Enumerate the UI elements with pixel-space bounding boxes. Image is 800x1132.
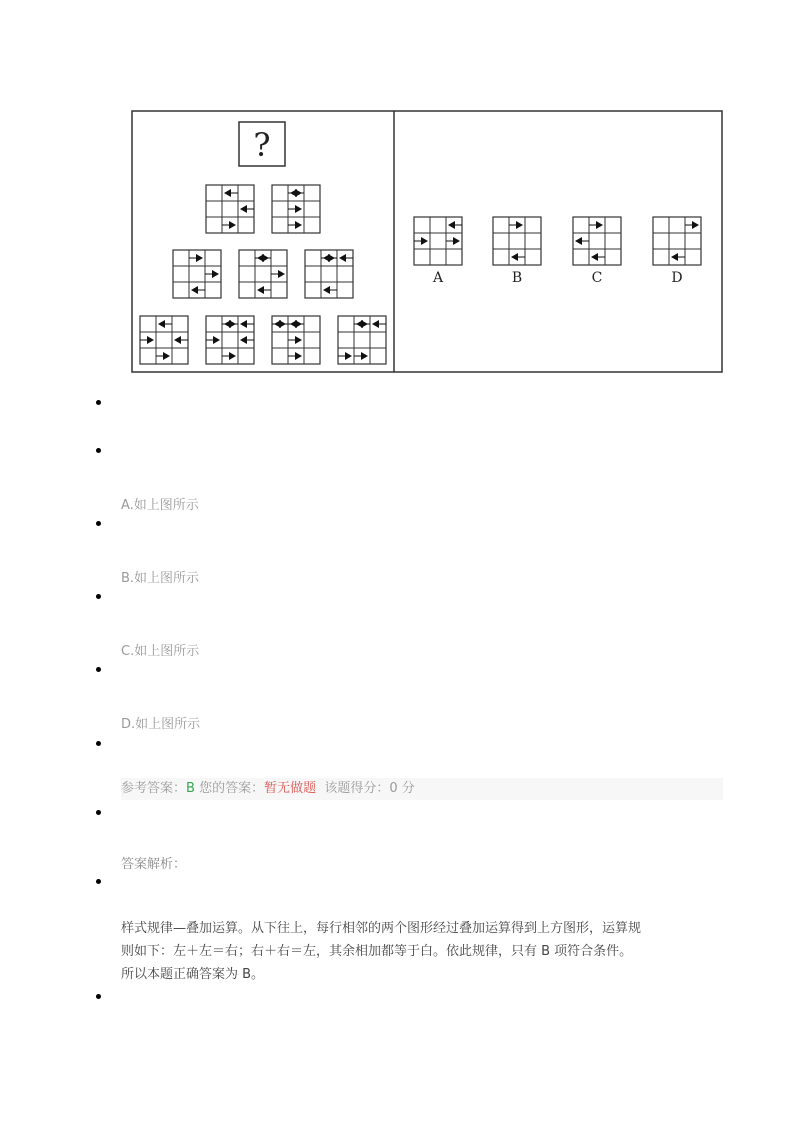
option-c[interactable]: C.如上图所示 [121, 644, 200, 659]
analysis-text [121, 917, 691, 986]
option-b[interactable]: B.如上图所示 [121, 571, 200, 586]
pyramid-tile [338, 316, 386, 364]
option-tile [653, 217, 701, 265]
pyramid-tile [173, 250, 221, 298]
option-tile [414, 217, 462, 265]
option-tile-label: B [511, 270, 523, 286]
option-a[interactable]: A.如上图所示 [121, 498, 199, 513]
pyramid-tile [272, 185, 320, 233]
analysis-line: 则如下：左＋左＝右；右＋右＝左，其余相加都等于白。依此规律，只有 B 项符合条件。 [121, 944, 633, 959]
question-mark: ? [253, 126, 271, 164]
pyramid-tile [272, 316, 320, 364]
option-tile-label: A [432, 270, 444, 286]
score-value: 0 分 [389, 781, 415, 796]
answer-bar [121, 778, 723, 800]
reference-answer-value: B [186, 781, 195, 796]
option-tile [493, 217, 541, 265]
question-figure [131, 110, 723, 373]
list-bullet [96, 594, 101, 599]
analysis-line: 样式规律—叠加运算。从下往上，每行相邻的两个图形经过叠加运算得到上方图形，运算规 [121, 921, 642, 936]
list-bullet [96, 667, 101, 672]
reference-answer-label: 参考答案： [121, 781, 187, 796]
analysis-line: 所以本题正确答案为 B。 [121, 967, 265, 982]
list-bullet [96, 994, 101, 999]
pyramid-tile [305, 250, 353, 298]
option-tile-label: D [671, 270, 683, 286]
pyramid-tile [206, 185, 254, 233]
score-label: 该题得分： [324, 781, 390, 796]
pyramid-tile [140, 316, 188, 364]
your-answer-label: 您的答案： [199, 781, 265, 796]
list-bullet [96, 810, 101, 815]
list-bullet [96, 400, 101, 405]
list-bullet [96, 448, 101, 453]
list-bullet [96, 741, 101, 746]
list-bullet [96, 521, 101, 526]
pyramid-tile [239, 250, 287, 298]
analysis-label: 答案解析： [121, 857, 187, 872]
pyramid-tile [206, 316, 254, 364]
list-bullet [96, 879, 101, 884]
your-answer-value: 暂无做题 [264, 781, 317, 796]
option-tile-label: C [591, 270, 603, 286]
option-tile [573, 217, 621, 265]
option-d[interactable]: D.如上图所示 [121, 717, 201, 732]
